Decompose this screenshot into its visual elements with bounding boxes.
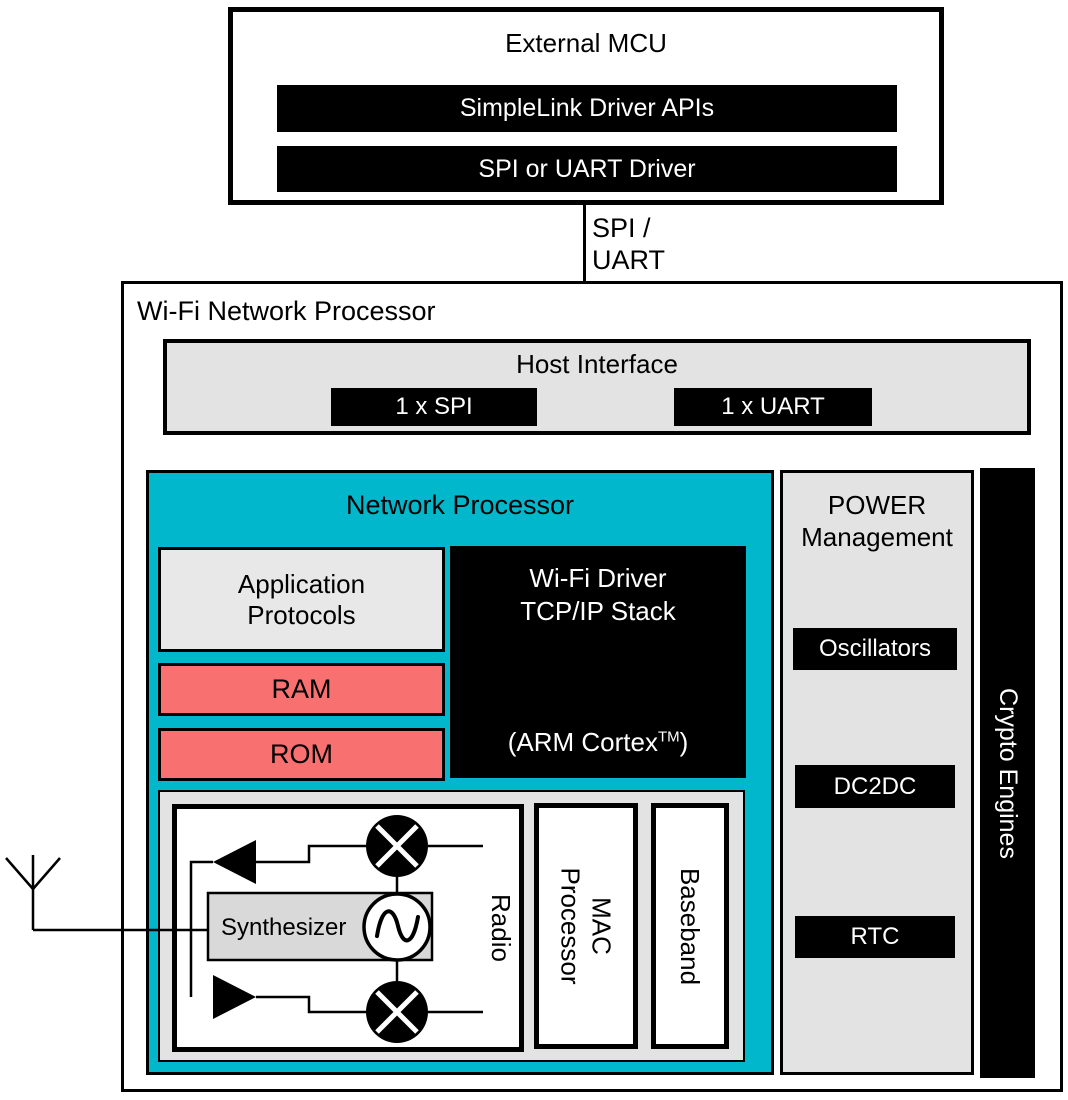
crypto-engines-label: Crypto Engines: [994, 687, 1022, 859]
tx-amplifier-icon: [213, 975, 256, 1019]
external-mcu-title: External MCU: [505, 28, 667, 58]
connector-label-line1: SPI /: [592, 213, 651, 243]
simplelink-driver-apis-label: SimpleLink Driver APIs: [459, 94, 715, 122]
oscillators-label: Oscillators: [818, 635, 932, 662]
port-uart-block: [674, 388, 872, 426]
port-spi-label: 1 x SPI: [395, 393, 473, 420]
network-processor-title: Network Processor: [345, 490, 575, 520]
network-processor-box: [146, 470, 774, 1075]
external-mcu-box: [228, 7, 944, 205]
mac-processor-block: [534, 803, 638, 1049]
ram-label: RAM: [271, 674, 332, 704]
dc2dc-block: [795, 765, 955, 808]
rom-block: [158, 728, 445, 781]
rtc-block: [795, 916, 955, 958]
rtc-label: RTC: [850, 923, 900, 950]
port-spi-block: [331, 388, 537, 426]
radio-circuit-graphic: [177, 809, 519, 1047]
host-interface-box: [163, 339, 1031, 435]
wifi-driver-line1: Wi-Fi Driver: [529, 563, 667, 593]
radio-section-container: [158, 790, 745, 1062]
simplelink-driver-apis-bar: [277, 85, 897, 132]
port-uart-label: 1 x UART: [721, 393, 825, 420]
wifi-driver-line2: TCP/IP Stack: [520, 596, 676, 626]
connector-label-line2: UART: [592, 245, 666, 275]
baseband-block: [651, 803, 729, 1049]
connector-label: [592, 212, 665, 276]
ram-block: [158, 663, 445, 716]
radio-block: [172, 804, 524, 1052]
rom-label: ROM: [270, 739, 333, 769]
arm-cortex-tm-superscript: TM: [657, 728, 680, 746]
mcu-to-wnp-connector-line: [583, 205, 586, 281]
spi-uart-driver-bar: [277, 146, 897, 192]
application-protocols-label: Application Protocols: [237, 568, 366, 630]
wifi-network-processor-box: [121, 281, 1063, 1092]
crypto-engines-block: [980, 468, 1035, 1078]
baseband-label: Baseband: [675, 867, 706, 985]
power-management-box: [780, 470, 974, 1075]
synthesizer-label: Synthesizer: [221, 914, 347, 941]
arm-cortex-label: (ARM Cortex™): [507, 727, 689, 757]
application-protocols-block: [158, 547, 445, 652]
spi-uart-driver-label: SPI or UART Driver: [478, 154, 696, 183]
mixer-top-icon: [366, 815, 428, 877]
radio-label: Radio: [486, 894, 517, 962]
mac-processor-label: MAC Processor: [556, 867, 618, 985]
dc2dc-label: DC2DC: [833, 772, 917, 800]
oscillator-icon: [364, 894, 430, 960]
power-management-title: POWER Management: [801, 490, 953, 552]
wifi-driver-block: [450, 546, 746, 778]
wifi-network-processor-title: Wi-Fi Network Processor: [137, 296, 436, 326]
host-interface-title: Host Interface: [516, 349, 678, 379]
rx-amplifier-icon: [213, 840, 256, 884]
mixer-bottom-icon: [366, 981, 428, 1043]
wifi-driver-lines: [450, 562, 746, 628]
oscillators-block: [793, 628, 957, 670]
